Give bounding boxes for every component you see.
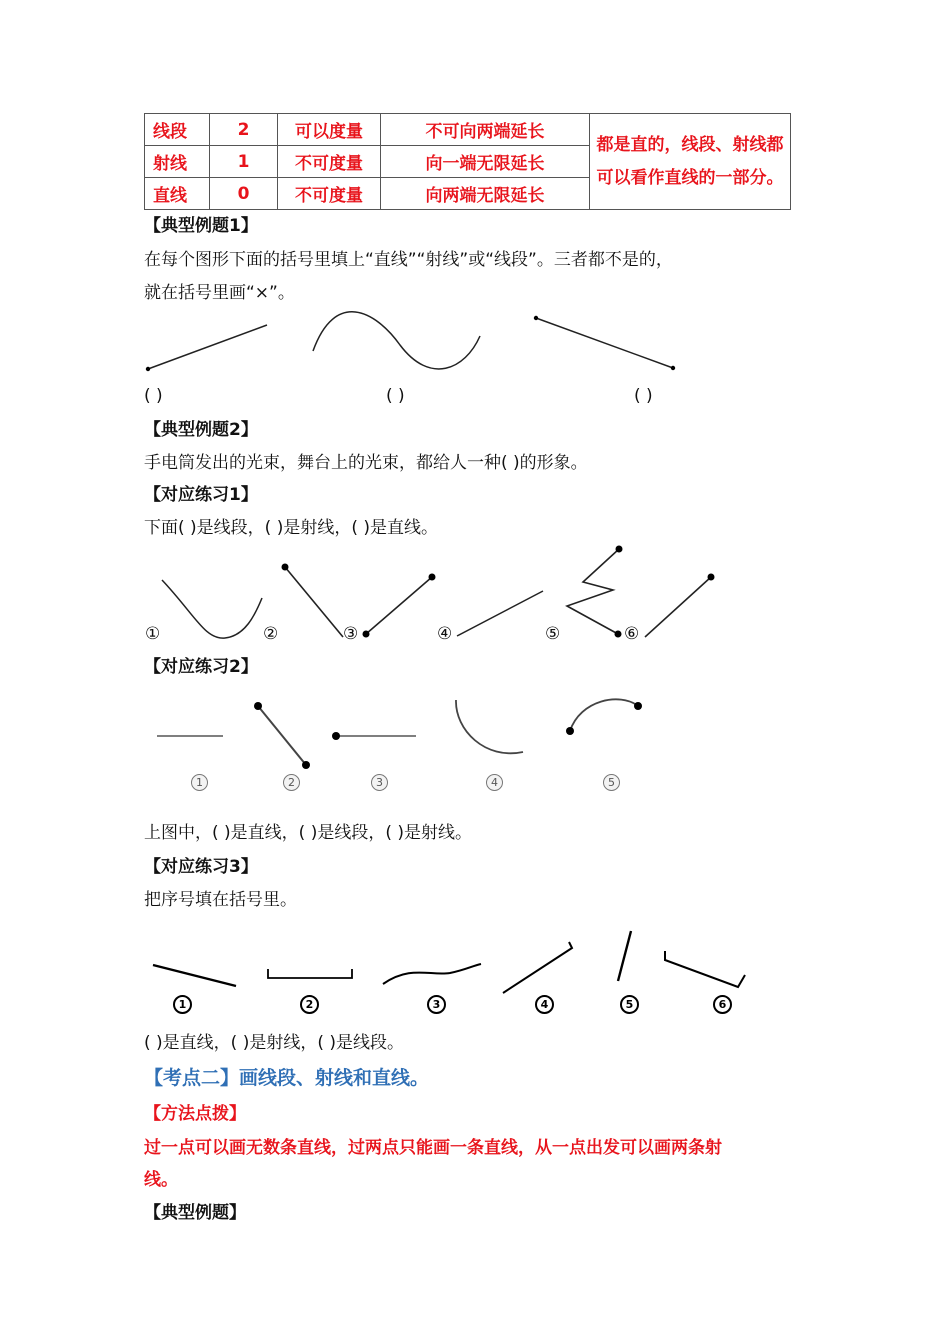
practice3-label-3: 3 — [427, 995, 446, 1014]
method-text-line1: 过一点可以画无数条直线，过两点只能画一条直线，从一点出发可以画两条射 — [144, 1138, 722, 1158]
practice3-figure-2-segment — [268, 969, 352, 978]
table-cell: 2 — [210, 114, 278, 146]
table-cell: 1 — [210, 146, 278, 178]
table-cell: 向一端无限延长 — [381, 146, 590, 178]
practice1-label-1: ① — [145, 624, 161, 644]
practice2-label-1: 1 — [191, 774, 208, 791]
practice2-figure-5-arc — [566, 699, 642, 735]
practice1-figure-1-curve — [162, 580, 262, 638]
example1-text-line2: 就在括号里画“×”。 — [144, 283, 295, 303]
practice1-text: 下面( )是线段，( )是射线，( )是直线。 — [144, 518, 439, 538]
practice1-label-3: ③ — [343, 624, 359, 644]
method-text-line2: 线。 — [144, 1170, 178, 1190]
example1-blank-3[interactable]: ( ) — [634, 386, 653, 406]
practice1-label-4: ④ — [437, 624, 453, 644]
table-cell: 向两端无限延长 — [381, 178, 590, 210]
practice3-figure-3-curve — [383, 964, 481, 984]
practice2-figure-4-arc — [456, 700, 523, 753]
practice3-figure-4-ray — [503, 942, 572, 993]
practice1-figure-2-segment — [282, 564, 344, 638]
example1-blank-1[interactable]: ( ) — [144, 386, 163, 406]
example2-text: 手电筒发出的光束，舞台上的光束，都给人一种( )的形象。 — [144, 453, 588, 473]
table-note: 都是直的，线段、射线都可以看作直线的一部分。 — [590, 114, 791, 210]
practice1-figure-4-line — [457, 591, 543, 636]
table-cell: 0 — [210, 178, 278, 210]
practice2-label-5: 5 — [603, 774, 620, 791]
practice2-text: 上图中，( )是直线，( )是线段，( )是射线。 — [144, 823, 473, 843]
example1-figure-ray — [146, 325, 267, 371]
practice3-figure-1-line — [153, 965, 236, 986]
practice3-label-4: 4 — [535, 995, 554, 1014]
practice2-label-3: 3 — [371, 774, 388, 791]
practice3-figure-5-line — [618, 931, 631, 981]
table-cell: 不可度量 — [278, 178, 381, 210]
practice3-label-2: 2 — [300, 995, 319, 1014]
section2-title: 【考点二】画线段、射线和直线。 — [144, 1067, 430, 1089]
table-cell: 直线 — [145, 178, 210, 210]
table-cell: 线段 — [145, 114, 210, 146]
practice1-heading: 【对应练习1】 — [144, 485, 258, 505]
practice1-label-5: ⑤ — [545, 624, 561, 644]
practice3-label-1: 1 — [173, 995, 192, 1014]
method-heading: 【方法点拨】 — [144, 1104, 246, 1124]
practice3-label-6: 6 — [713, 995, 732, 1014]
table-cell: 可以度量 — [278, 114, 381, 146]
practice1-figure-5-zigzag — [567, 546, 623, 638]
practice1-label-6: ⑥ — [624, 624, 640, 644]
table-cell: 不可度量 — [278, 146, 381, 178]
practice3-heading: 【对应练习3】 — [144, 857, 258, 877]
example1-text-line1: 在每个图形下面的括号里填上“直线”“射线”或“线段”。三者都不是的， — [144, 250, 673, 270]
practice2-label-4: 4 — [486, 774, 503, 791]
practice3-intro: 把序号填在括号里。 — [144, 890, 297, 910]
practice1-figure-6-ray — [645, 574, 715, 638]
table-cell: 射线 — [145, 146, 210, 178]
practice3-text: ( )是直线，( )是射线，( )是线段。 — [144, 1033, 405, 1053]
practice2-heading: 【对应练习2】 — [144, 657, 258, 677]
example2-heading: 【典型例题2】 — [144, 420, 258, 440]
practice1-figure-3-segment — [363, 574, 436, 638]
example1-figure-segment — [534, 316, 675, 370]
practice2-figure-3-ray — [332, 732, 416, 740]
example1-heading: 【典型例题1】 — [144, 216, 258, 236]
practice3-figure-6-segment — [665, 951, 745, 987]
practice2-figure-2-segment — [254, 702, 310, 769]
practice1-label-2: ② — [263, 624, 279, 644]
example1-blank-2[interactable]: ( ) — [386, 386, 405, 406]
table-cell: 不可向两端延长 — [381, 114, 590, 146]
practice3-label-5: 5 — [620, 995, 639, 1014]
practice2-label-2: 2 — [283, 774, 300, 791]
example1-figure-curve — [313, 312, 480, 369]
section2-example-heading: 【典型例题】 — [144, 1203, 246, 1223]
